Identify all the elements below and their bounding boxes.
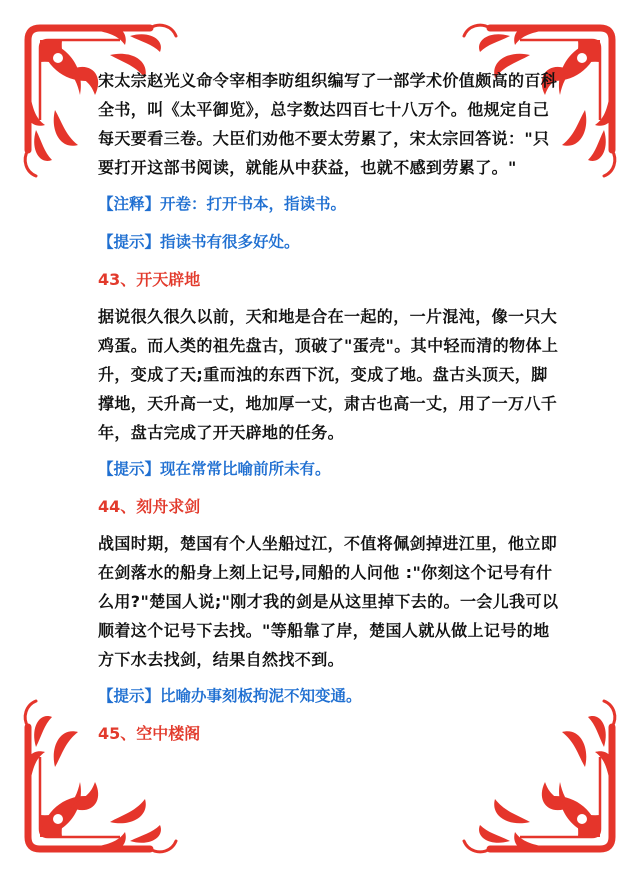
para-song-taizong: 宋太宗赵光义命令宰相李昉组织编写了一部学术价值颇高的百科全书，叫《太平御览》，总字数达四百七十八万个。他规定自己每天要看三卷。大臣们劝他不要太劳累了，宋太宗回答说："只要打开这部书阅读，就能从中获益，也就不感到劳累了。" (98, 71, 558, 177)
note-hint-43: 【提示】现在常常比喻前所未有。 (98, 460, 331, 478)
heading-44: 44、刻舟求剑 (98, 497, 201, 516)
note-hint-kaijuan: 【提示】指读书有很多好处。 (98, 233, 300, 251)
para-pangu: 据说很久很久以前，天和地是合在一起的，一片混沌，像一只大鸡蛋。而人类的祖先盘古，顶破了"蛋壳"。其中轻而清的物体上升，变成了天;重而浊的东西下沉，变成了地。盘古头顶天，脚撑地，天升高一丈，地加厚一丈，肃古也高一丈，用了一万八千年，盘古完成了开天辟地的任务。 (98, 307, 559, 442)
para-kezhou: 战国时期，楚国有个人坐船过江，不值将佩剑掉进江里，他立即在剑落水的船身上刻上记号,同船的人问他 :"你刻这个记号有什么用?"楚国人说;"刚才我的剑是从这里掉下去的。一会儿我可以顺着这个记号下去找。"等船靠了岸，楚国人就从做上记号的地方下水去找剑，结果自然找不到。 (98, 534, 559, 669)
note-hint-44: 【提示】比喻办事刻板拘泥不知变通。 (98, 687, 362, 705)
heading-45: 45、空中楼阁 (98, 724, 201, 743)
document-body (98, 66, 560, 756)
heading-43: 43、开天辟地 (98, 270, 201, 289)
note-annotation-kaijuan: 【注释】开卷：打开书本，指读书。 (98, 195, 347, 213)
